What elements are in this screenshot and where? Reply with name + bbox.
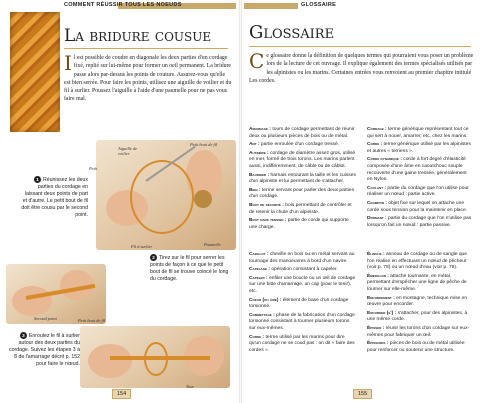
running-head-left: COMMENT RÉUSSIR TOUS LES NOEUDS	[64, 2, 182, 8]
label-petit-bout-2: Petit bout de fil	[78, 318, 106, 323]
glossary-def: opération consistant à capeler.	[271, 267, 338, 273]
page-title-left: La bridure cousue	[64, 26, 212, 46]
glossary-entry	[249, 267, 357, 274]
glossary-def: élément de base d'un cordage torsionné.	[249, 297, 349, 310]
glossary-entry	[367, 186, 473, 199]
glossary-def: cordage de diamètre assez gros, utilisé en mer, formé de trois torons. Les marins parlent aussi, indifféremment, de câble ou de câblot.	[249, 150, 356, 169]
glossary-def: objet fixe sur lequel on attache une corde sous tension pour la maintenir en place.	[367, 200, 468, 213]
glossary-entry	[367, 201, 473, 214]
glossary-def: anneau de cordage ou de sangle que l'on réalise en effectuant un nœud de pêcheur (voir p. 78) ou un nœud d'eau (voir p. 79).	[367, 252, 467, 271]
label-petit-bout: Petit bout de fil	[190, 142, 218, 147]
glossary-term: Élingue :	[367, 252, 385, 257]
glossary-entry	[249, 203, 357, 216]
glossary-entry	[367, 252, 473, 272]
glossary-entry	[367, 296, 473, 309]
glossary-def: cheville en bois ou en métal servant au tournage des manoeuvres à bord d'un navire.	[249, 252, 355, 264]
intro-text-right	[249, 49, 474, 85]
glossary-term: Émerillon :	[367, 273, 389, 279]
page-number-left: 154	[112, 389, 131, 399]
glossary-def: partie enroulée d'un cordage tressé.	[260, 142, 340, 148]
step1-number: 1	[34, 176, 41, 183]
glossary-entry	[249, 173, 357, 186]
glossary-term: Aussière :	[249, 150, 269, 156]
glossary-col-2	[367, 127, 473, 231]
glossary-term: Bien :	[249, 187, 261, 193]
label-paumelle: Paumelle	[204, 242, 221, 247]
glossary-def: terme générique utilisé par les alpinistes et autres « terriens ».	[367, 142, 471, 154]
step1-text: Réunissez les deux parties du cordage en laissant deux points de part et d'autre. Le petit bout de fil doit être cousu par le second point.	[21, 177, 88, 218]
step2-text: Tirez sur le fil pour serrer les points de façon à ce que le petit bout de fil se trouve coincé le long du cordage.	[150, 255, 229, 282]
glossary-def: terme utilisé par les marins pour dire qu'un cordage ne se coud pas : on dit « faire des cordes ».	[249, 334, 355, 353]
glossary-col-1b	[249, 252, 357, 356]
dropcap-right: C	[249, 49, 265, 73]
glossary-term: Encordement :	[367, 295, 395, 301]
label-fil: Fil à surlier	[131, 244, 153, 249]
glossary-entry	[367, 142, 473, 155]
glossary-entry	[367, 311, 473, 324]
palm-leather	[194, 190, 212, 208]
step1-photo	[96, 140, 236, 250]
step2-number: 2	[150, 254, 157, 261]
glossary-def: pièces de bois ou de métal utilisée pour renforcer ou soutenir une structure.	[367, 341, 465, 353]
intro-body-right: e glossaire donne la définition de quelques termes qui pourraient vous poser un problème lors de la lecture de cet ouvrage. Il explique également des termes spécialisés utilisés par les alpinistes ou les marins. Certaines entrées vous renvoient au premier chapitre intitulé Les cordes.	[249, 53, 474, 84]
glossary-term: Épisser :	[367, 325, 385, 331]
intro-body: l est possible de coudre en diagonale les deux parties d'un cordage fixé, replié sur lui-même pour former un oeil permanent. La bridure passe alors par-dessus les points de couture. Assurez-vous qu'elle est bien serrée. Pour faire les points, utilisez une aiguille de voilier et du fil à surlier. Poussez l'aiguille à l'aide d'une paumelle pour ne pas vous faire mal.	[64, 55, 232, 103]
glossary-def: terme servant pour parler des deux parties d'un cordage.	[249, 187, 355, 200]
glossary-def: harnais entourant la taille et les cuisses d'un alpiniste et lui permettant de s'attacher.	[249, 172, 356, 185]
glossary-entry	[249, 151, 357, 171]
glossary-col-1	[249, 127, 357, 233]
glossary-term: Épissures :	[367, 341, 389, 347]
glossary-def: tours de cordage permettant de réunir deux ou plusieurs pièces de bois ou de métal.	[249, 127, 355, 139]
title-rule	[64, 48, 228, 49]
glossary-def: attache tournante, en métal, permettant d'empêcher une ligne de pêche de tourner sur elle-même.	[367, 273, 467, 292]
page-title-right: Glossaire	[249, 22, 335, 43]
title-rule-right	[249, 46, 471, 47]
label-tour: Tour	[186, 384, 195, 389]
glossary-def: enfiler une boucle ou un œil de cordage sur une bitte d'amarrage, un cap (pour le tenir), etc.	[249, 275, 356, 294]
glossary-def: s'attacher, pour des alpinistes, à une même corde.	[367, 310, 468, 323]
glossary-entry	[249, 218, 357, 231]
glossary-term: Baudrier :	[249, 172, 270, 178]
glossary-entry	[249, 127, 357, 140]
step2-photo	[6, 264, 106, 324]
glossary-term: Commettage :	[249, 312, 275, 318]
wrap-3	[144, 342, 168, 376]
glossary-entry	[249, 142, 357, 149]
glossary-entry	[367, 326, 473, 339]
glossary-def: bois permettant de contrôler et de retenir la chute d'un alpiniste.	[249, 202, 352, 215]
label-ptit: Petit	[89, 166, 98, 171]
glossary-term: Corde dynamique :	[367, 157, 402, 163]
glossary-entry	[249, 335, 357, 355]
right-page	[241, 0, 480, 403]
glossary-entry	[249, 298, 357, 311]
glossary-entry	[249, 252, 357, 265]
glossary-def: phase de la fabrication d'un cordage torsionné consistant à tourner plusieurs torons sur eux-mêmes.	[249, 312, 355, 331]
glossary-term: Coeur (ou âme) :	[249, 297, 282, 303]
glossary-entry	[367, 274, 473, 294]
glossary-term: Encorder (s') :	[367, 310, 397, 316]
braided-rope-photo	[10, 12, 60, 132]
glossary-term: Corde :	[249, 334, 265, 340]
intro-text-left	[64, 51, 232, 104]
hand-3a	[88, 344, 132, 378]
hand-2a	[12, 286, 52, 316]
step3-number: 3	[20, 332, 27, 339]
dropcap: I	[64, 51, 72, 75]
glossary-term: Corde :	[367, 142, 383, 148]
glossary-col-2b	[367, 252, 473, 356]
step3-caption	[6, 332, 80, 368]
label-second-point: Second point	[34, 316, 57, 321]
glossary-def: corde à fort degré d'élasticité composée d'une âme en caoutchouc souple recouverte d'une gaine tressée, généralement en Nylon.	[367, 157, 467, 183]
glossary-term: Crampon :	[367, 200, 387, 206]
glossary-def: en montagne, technique mise en œuvre pour encorder.	[367, 295, 468, 308]
step3-text: Enroulez le fil à surlier autour des deux parties du cordage. Suivez les étapes 3 à 8 de l'amarrage décrit p. 152 pour faire le nœud.	[9, 333, 80, 367]
glossary-term: Ant :	[249, 142, 260, 148]
step1-caption	[20, 176, 88, 219]
glossary-entry	[367, 341, 473, 354]
glossary-entry	[249, 188, 357, 201]
glossary-term: Amarrage :	[249, 127, 272, 132]
running-head-right: GLOSSAIRE	[301, 2, 337, 8]
running-head-bar-right	[244, 3, 298, 9]
glossary-def: terme générique représentant tout ce qui sert à nouer, amarrer, etc. chez les marins.	[367, 127, 469, 139]
glossary-term: Cordage :	[367, 127, 387, 132]
cord-loop	[130, 160, 194, 234]
glossary-term: Cabillot :	[249, 252, 269, 257]
glossary-term: Capelage :	[249, 267, 271, 273]
page-number-right: 155	[353, 389, 372, 399]
glossary-entry	[249, 276, 357, 296]
glossary-def: partie de corde qui supporte une charge.	[249, 218, 349, 230]
glossary-term: Coulant :	[367, 185, 387, 191]
glossary-entry	[367, 157, 473, 183]
glossary-term: Dormant :	[367, 216, 387, 222]
label-aiguille: Aiguille de voilier	[118, 146, 138, 156]
glossary-term: Bout dans tension :	[249, 218, 287, 224]
glossary-def: partie du cordage que l'on utilise pour réaliser un nœud : partie active.	[367, 185, 469, 198]
step2-caption	[150, 254, 230, 283]
glossary-entry	[249, 313, 357, 333]
glossary-entry	[367, 127, 473, 140]
step3-photo	[80, 326, 230, 388]
glossary-entry	[367, 216, 473, 229]
glossary-term: Capeler :	[249, 275, 268, 281]
glossary-def: partie du cordage que l'on n'utilise pas lorsqu'on fait un nœud : partie passive.	[367, 216, 472, 228]
glossary-term: Bout de sécurité :	[249, 202, 284, 208]
glossary-def: réunir les torons d'un cordage sur eux-mêmes pour fabriquer un œil.	[367, 325, 470, 338]
